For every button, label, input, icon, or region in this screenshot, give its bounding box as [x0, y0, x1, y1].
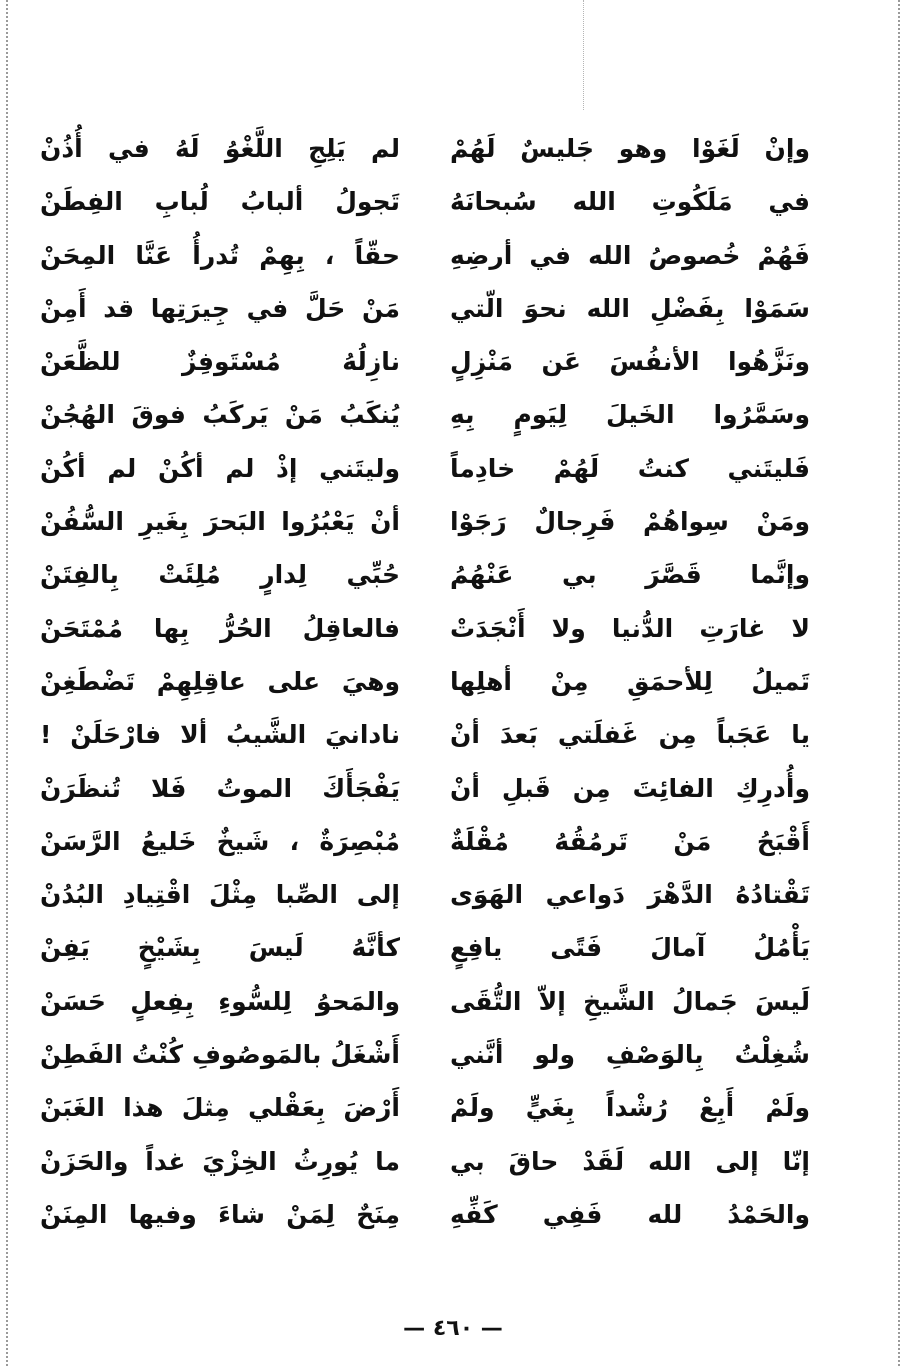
couplet: [40, 815, 810, 868]
hemistich-first: يا عَجَباً مِن غَفلَتي بَعدَ أنْ: [450, 720, 810, 750]
couplet: [40, 442, 810, 495]
hemistich-second: نادانيَ الشَّيبُ ألا فارْحَلَنْ !: [40, 720, 400, 750]
dotted-margin-left: [6, 0, 8, 1366]
hemistich-first: والحَمْدُ لله فَفِي كَفِّهِ: [450, 1199, 810, 1229]
poem: [40, 122, 810, 1232]
hemistich-first: تَقْتادُهُ الدَّهْرَ دَواعي الهَوَى: [450, 880, 810, 910]
hemistich-second: وهيَ على عاقِلِهِمْ تَضْطَغِنْ: [40, 666, 400, 696]
hemistich-first: شُغِلْتُ بِالوَصْفِ ولو أنَّني: [450, 1040, 810, 1070]
couplet: [40, 762, 810, 815]
hemistich-first: سَمَوْا بِفَضْلِ الله نحوَ الّتي: [450, 293, 810, 323]
couplet: [40, 1188, 810, 1241]
hemistich-second: والمَحوُ لِلسُّوءِ بِفِعلٍ حَسَنْ: [40, 986, 400, 1016]
hemistich-first: ومَنْ سِواهُمْ فَرِجالٌ رَجَوْا: [450, 507, 810, 537]
couplet: [40, 548, 810, 601]
couplet: [40, 655, 810, 708]
couplet: [40, 1081, 810, 1134]
hemistich-first: يَأْمُلُ آمالَ فَتًى يافِعٍ: [450, 933, 810, 963]
hemistich-first: وأُدرِكِ الفائِتَ مِن قَبلِ أنْ: [450, 773, 810, 803]
page-number: — ٤٦٠ —: [403, 1316, 503, 1341]
hemistich-second: مَنْ حَلَّ في جِيرَتِها قد أَمِنْ: [40, 293, 400, 323]
couplet: [40, 175, 810, 228]
couplet: [40, 602, 810, 655]
couplet: [40, 921, 810, 974]
hemistich-first: إنّا إلى الله لَقَدْ حاقَ بي: [450, 1146, 810, 1176]
hemistich-second: حُبِّي لِدارٍ مُلِئَتْ بِالفِتَنْ: [40, 560, 400, 590]
hemistich-first: تَميلُ لِلأحمَقِ مِنْ أهلِها: [450, 666, 810, 696]
couplet: [40, 282, 810, 335]
couplet: [40, 335, 810, 388]
hemistich-second: أَرْضَ بِعَقْلي مِثلَ هذا الغَبَنْ: [40, 1093, 400, 1123]
couplet: [40, 868, 810, 921]
hemistich-second: أَشْغَلُ بالمَوصُوفِ كُنْتُ الفَطِنْ: [40, 1040, 400, 1070]
couplet: [40, 708, 810, 761]
hemistich-second: فالعاقِلُ الحُرُّ بِها مُمْتَحَنْ: [40, 613, 400, 643]
hemistich-second: يَفْجَأَكَ الموتُ فَلا تُنظَرَنْ: [40, 773, 400, 803]
hemistich-second: إلى الصِّبا مِثْلَ اقْتِيادِ البُدُنْ: [40, 880, 400, 910]
hemistich-second: كأنَّهُ لَيسَ بِشَيْخٍ يَفِنْ: [40, 933, 400, 963]
hemistich-first: في مَلَكُوتِ الله سُبحانَهُ: [450, 187, 810, 217]
hemistich-first: ولَمْ أَبِعْ رُشْداً بِغَيٍّ ولَمْ: [450, 1093, 810, 1123]
hemistich-first: وسَمَّرُوا الخَيلَ لِيَومٍ بِهِ: [450, 400, 810, 430]
couplet: [40, 122, 810, 175]
hemistich-first: لا غارَتِ الدُّنيا ولا أَنْجَدَتْ: [450, 613, 810, 643]
couplet: [40, 1028, 810, 1081]
hemistich-second: وليتَني إذْ لم أكُنْ لم أكُنْ: [40, 453, 400, 483]
hemistich-first: أَقْبَحُ مَنْ تَرمُقُهُ مُقْلَةٌ: [450, 826, 810, 856]
hemistich-first: وإنَّما قَصَّرَ بي عَنْهُمُ: [450, 560, 810, 590]
hemistich-second: نازِلُهُ مُسْتَوفِزٌ للظَّعَنْ: [40, 347, 400, 377]
couplet: [40, 495, 810, 548]
scan-mark: [583, 0, 585, 110]
hemistich-first: فَهُمْ خُصوصُ الله في أرضِهِ: [450, 240, 810, 270]
hemistich-first: فَليتَني كنتُ لَهُمْ خادِماً: [450, 453, 810, 483]
hemistich-second: حقّاً ، بِهِمْ تُدرأُ عَنَّا المِحَنْ: [40, 240, 400, 270]
hemistich-second: مُبْصِرَةٌ ، شَيخٌ خَليعُ الرَّسَنْ: [40, 826, 400, 856]
hemistich-first: لَيسَ جَمالُ الشَّيخِ إلاّ التُّقَى: [450, 986, 810, 1016]
hemistich-first: ونَزَّهُوا الأنفُسَ عَن مَنْزِلٍ: [450, 347, 810, 377]
couplet: [40, 1135, 810, 1188]
couplet: [40, 229, 810, 282]
hemistich-second: لم يَلِجِ اللَّغْوُ لَهُ في أُذُنْ: [40, 134, 400, 163]
hemistich-second: تَجولُ ألبابُ لُبابِ الفِطَنْ: [40, 187, 400, 217]
hemistich-first: وإنْ لَغَوْا وهو جَليسٌ لَهُمْ: [450, 134, 810, 163]
couplet: [40, 975, 810, 1028]
dotted-margin-right: [898, 0, 900, 1366]
couplet: [40, 388, 810, 441]
hemistich-second: مِنَحٌ لِمَنْ شاءَ وفيها المِنَنْ: [40, 1199, 400, 1229]
couplet-list: [40, 122, 810, 1241]
hemistich-second: أنْ يَعْبُرُوا البَحرَ بِغَيرِ السُّفُنْ: [40, 507, 400, 537]
hemistich-second: يُنكَبُ مَنْ يَركَبُ فوقَ الهُجُنْ: [40, 400, 400, 430]
hemistich-second: ما يُورِثُ الخِزْيَ غداً والحَزَنْ: [40, 1146, 400, 1176]
